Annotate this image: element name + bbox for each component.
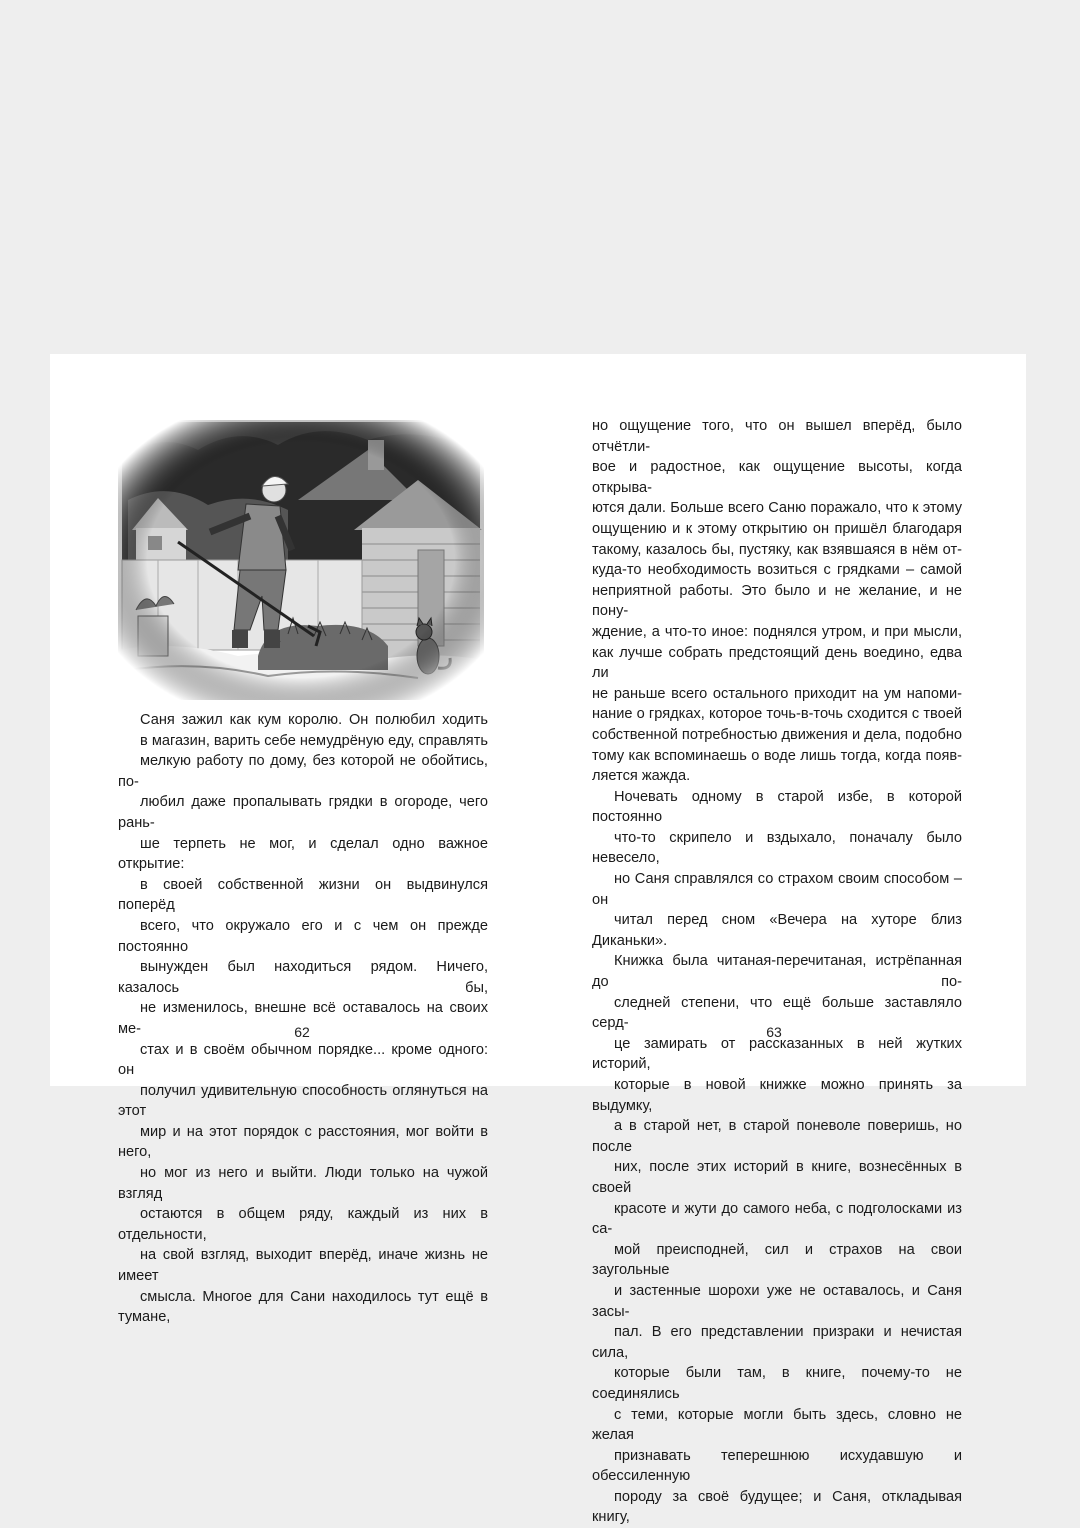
text-line: которые в новой книжке можно принять за выдумку, — [592, 1077, 962, 1114]
text-line: собственной потребностью движения и дела, подобно — [592, 726, 962, 743]
text-line: нание о грядках, которое точь-в-точь сходится с твоей — [592, 706, 962, 723]
text-line: тому как вспоминаешь о воде лишь тогда, когда появ- — [592, 747, 962, 764]
right-page-text — [592, 416, 962, 1528]
text-line: в магазин, варить себе немудрёную еду, справлять — [140, 732, 488, 749]
text-line: любил даже пропалывать грядки в огороде, чего рань- — [118, 794, 488, 831]
page-number: 63 — [766, 1024, 782, 1040]
text-line: це замирать от рассказанных в ней жутких историй, — [592, 1035, 962, 1073]
text-line: признавать теперешнюю исхудавшую и обессиленную — [592, 1447, 962, 1485]
text-line: вынужден был находиться рядом. Ничего, казалось бы, — [118, 959, 488, 996]
text-line: породу за своё будущее; и Саня, откладывая книгу, — [592, 1488, 962, 1526]
text-line: как лучше собрать предстоящий день воедино, едва ли — [592, 644, 962, 682]
text-line: смысла. Многое для Сани находилось тут ещё в тумане, — [118, 1288, 488, 1326]
text-line: стах и в своём обычном порядке... кроме одного: он — [118, 1041, 488, 1079]
garden-illustration — [118, 420, 484, 700]
text-line: которые были там, в книге, почему-то не соединялись — [592, 1365, 962, 1402]
text-line: не изменилось, внешне всё оставалось на своих ме- — [118, 1000, 488, 1037]
text-line: такому, казалось бы, пустяку, как взявшаяся в нём от- — [592, 541, 962, 558]
text-line: красоте и жути до самого неба, с подголосками из са- — [592, 1200, 962, 1238]
text-line: читал перед сном «Вечера на хуторе близ Диканьки». — [592, 912, 962, 949]
text-line: что-то скрипело и вздыхало, поначалу было невесело, — [592, 829, 962, 867]
text-line: и застенные шорохи уже не оставалось, и Саня засы- — [592, 1282, 962, 1320]
text-line: ше терпеть не мог, и сделал одно важное открытие: — [118, 835, 488, 873]
text-line: неприятной работы. Это было и не желание, и не пону- — [592, 582, 962, 620]
text-line: а в старой нет, в старой поневоле поверишь, но после — [592, 1118, 962, 1155]
text-line: но Саня справлялся со страхом своим способом – он — [592, 871, 962, 908]
text-line: мир и на этот порядок с расстояния, мог войти в него, — [118, 1123, 488, 1161]
text-line: вое и радостное, как ощущение высоты, когда открыва- — [592, 459, 962, 496]
text-line: ются дали. Больше всего Саню поражало, что к этому — [592, 500, 962, 517]
text-line: в своей собственной жизни он выдвинулся поперёд — [118, 876, 488, 914]
text-line: Саня зажил как кум королю. Он полюбил ходить — [140, 712, 488, 728]
text-line: мой преисподней, сил и страхов на свои заугольные — [592, 1241, 962, 1279]
text-line: получил удивительную способность оглянуться на этот — [118, 1082, 488, 1120]
text-line: следней степени, что ещё больше заставляло серд- — [592, 994, 962, 1032]
text-line: не раньше всего остального приходит на ум напоми- — [592, 685, 962, 702]
left-page-text — [118, 710, 488, 1328]
book-spread — [50, 354, 1026, 1526]
text-line: ощущению и к этому открытию он пришёл благодаря — [592, 520, 962, 537]
text-line: на свой взгляд, выходит вперёд, иначе жизнь не имеет — [118, 1247, 488, 1285]
text-line: ляется жажда. — [592, 768, 691, 785]
text-line: пал. В его представлении призраки и нечистая сила, — [592, 1324, 962, 1361]
text-line: Ночевать одному в старой избе, в которой постоянно — [592, 788, 962, 826]
left-page — [50, 354, 538, 1326]
text-line: но мог из него и выйти. Люди только на чужой взгляд — [118, 1165, 488, 1202]
text-line: остаются в общем ряду, каждый из них в отдельности, — [118, 1206, 488, 1243]
text-line: мелкую работу по дому, без которой не обойтись, по- — [118, 753, 488, 790]
text-line: с теми, которые могли быть здесь, словно не желая — [592, 1406, 962, 1444]
text-line: всего, что окружало его и с чем он прежде постоянно — [118, 917, 488, 955]
text-line: куда-то необходимость возиться с грядками – самой — [592, 562, 962, 579]
text-line: Книжка была читаная-перечитаная, истрёпанная до по- — [592, 953, 962, 991]
text-line: но ощущение того, что он вышел вперёд, было отчётли- — [592, 418, 962, 455]
page-number: 62 — [294, 1024, 310, 1040]
text-line: ждение, а что-то иное: поднялся утром, и при мысли, — [592, 623, 962, 640]
text-line: них, после этих историй в книге, вознесённых в своей — [592, 1159, 962, 1196]
